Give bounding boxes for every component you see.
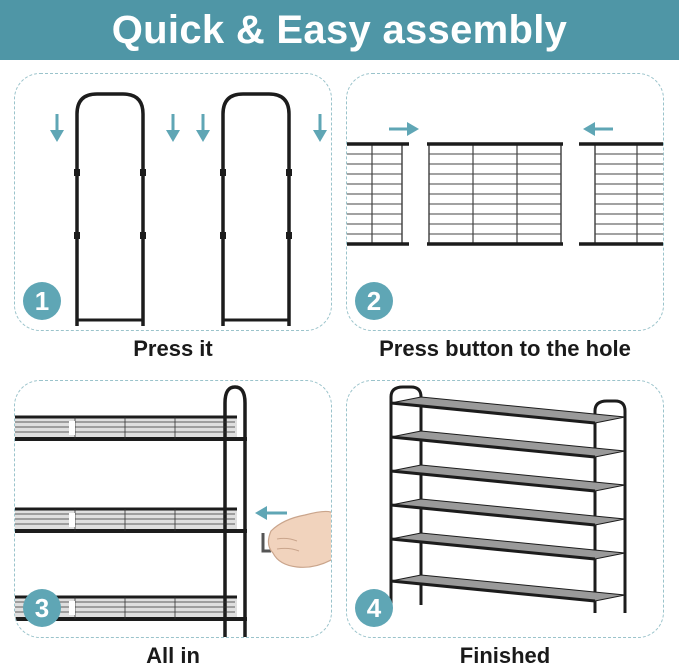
step-4-caption: Finished	[459, 643, 551, 667]
shelf-connect-illustration	[347, 74, 664, 331]
step-1-caption: Press it	[133, 336, 213, 361]
page-title: Quick & Easy assembly	[111, 7, 568, 52]
hand-with-hex-key-icon	[263, 511, 332, 567]
finished-rack-illustration	[347, 381, 664, 638]
step-number-badge: 1	[23, 282, 61, 320]
step-2-caption: Press button to the hole	[379, 336, 631, 361]
step-number-badge: 2	[355, 282, 393, 320]
header-banner	[0, 0, 679, 60]
arrow-icon	[389, 122, 613, 136]
step-4-panel	[346, 380, 664, 638]
step-3-caption: All in	[146, 643, 200, 667]
step-number-badge: 3	[23, 589, 61, 627]
step-2-panel	[346, 73, 664, 331]
step-3-panel	[14, 380, 332, 638]
step-1-panel	[14, 73, 332, 331]
side-frame-illustration	[15, 74, 332, 331]
arrow-icon	[255, 506, 287, 520]
step-number-badge: 4	[355, 589, 393, 627]
shelf-insert-illustration	[15, 381, 332, 638]
arrow-icon	[50, 114, 327, 142]
